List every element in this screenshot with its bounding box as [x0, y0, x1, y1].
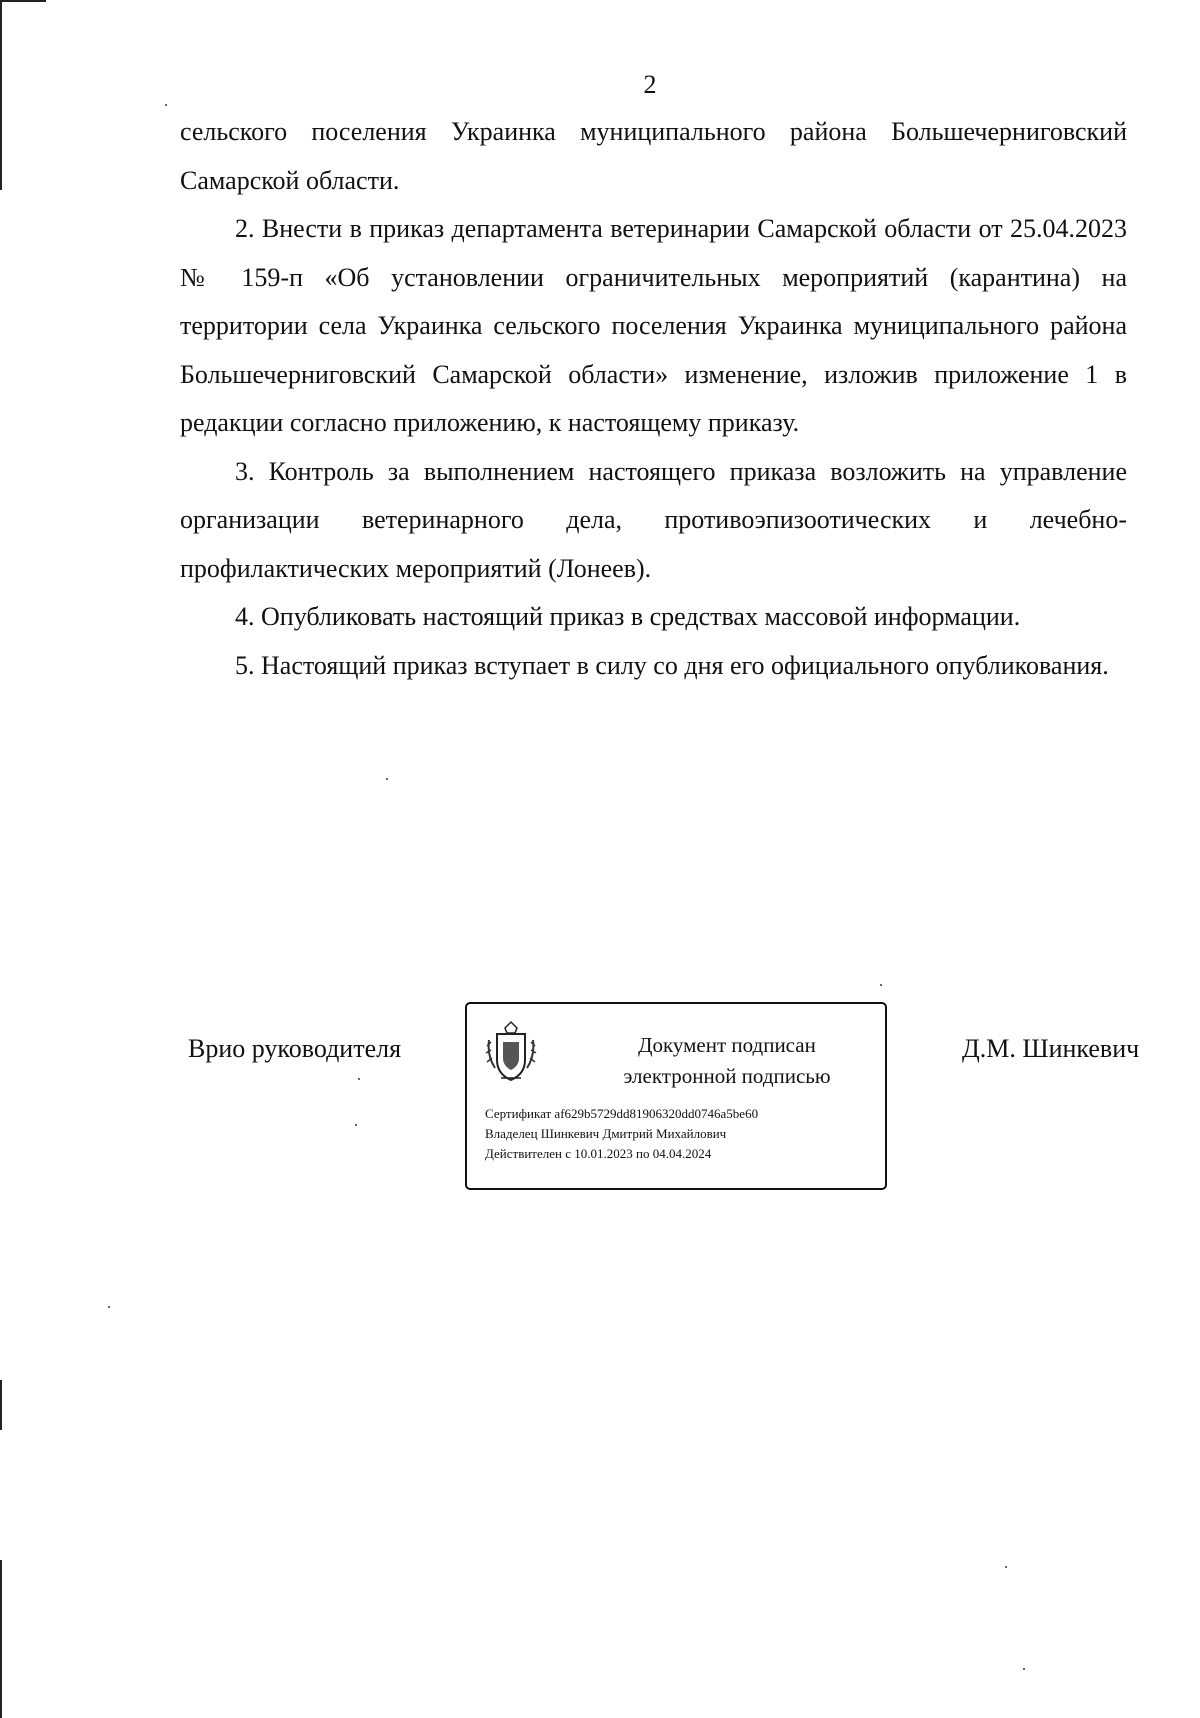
stamp-owner: Владелец Шинкевич Дмитрий Михайлович	[485, 1126, 727, 1141]
stamp-details	[485, 1104, 758, 1164]
scan-speck	[1023, 1668, 1025, 1670]
stamp-validity: Действителен с 10.01.2023 по 04.04.2024	[485, 1146, 712, 1161]
samara-coat-of-arms-icon	[483, 1020, 539, 1086]
scan-edge-mark	[0, 1380, 2, 1430]
paragraph-item-4: 4. Опубликовать настоящий приказ в средствах массовой информации.	[235, 602, 1021, 631]
paragraph-continuation: сельского поселения Украинка муниципального района Большечерниговский Самарской области.	[180, 117, 1127, 195]
scan-speck	[165, 104, 167, 106]
scan-corner-mark	[0, 0, 46, 2]
scan-speck	[108, 1306, 110, 1308]
scan-speck	[355, 1124, 357, 1126]
signatory-position: Врио руководителя	[188, 1034, 402, 1063]
page-number: 2	[643, 70, 657, 99]
scan-speck	[880, 984, 882, 986]
stamp-title	[567, 1030, 887, 1092]
order-text	[180, 108, 1127, 690]
scan-speck	[358, 1078, 360, 1080]
stamp-certificate: Сертификат af629b5729dd81906320dd0746a5be60	[485, 1106, 759, 1121]
stamp-title-line-1: Документ подписан	[638, 1033, 816, 1057]
paragraph-item-5: 5. Настоящий приказ вступает в силу со дня его официального опубликования.	[235, 650, 1109, 680]
scan-speck	[386, 778, 388, 780]
paragraph-item-3: 3. Контроль за выполнением настоящего приказа возложить на управление организации ветеринарного дела, противоэпизоотических и лечебно-профилактических мероприятий (Лонеев).	[180, 456, 1127, 583]
electronic-signature-stamp	[465, 1002, 887, 1190]
signatory-name: Д.М. Шинкевич	[962, 1034, 1140, 1063]
paragraph-item-2: 2. Внести в приказ департамента ветеринарии Самарской области от 25.04.2023 № 159-п «Об установлении ограничительных мероприятий (карантина) на территории села Украинка сельского поселения Украинка муниципального района Большечерниговский Самарской области» изменение, изложив приложение 1 в редакции согласно приложению, к настоящему приказу.	[180, 214, 1127, 437]
stamp-title-line-2: электронной подписью	[623, 1064, 831, 1088]
scan-edge-mark	[0, 1560, 2, 1718]
scan-speck	[1005, 1566, 1007, 1568]
